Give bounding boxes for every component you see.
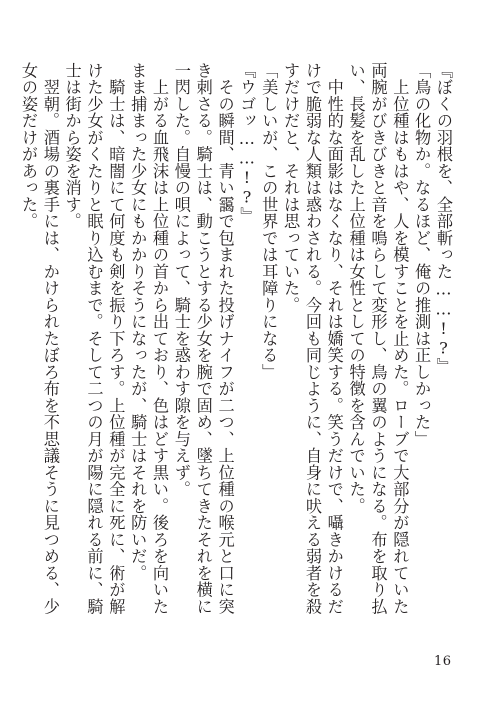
vertical-text-body [18, 62, 454, 630]
paragraph-5: 「美しいが、この世界では耳障りになる」 [259, 62, 279, 381]
paragraph-1: 『ぼくの羽根を、全部斬った……!?』 [434, 62, 453, 375]
paragraph-9: 騎士は、暗闇にて何度も剣を振り下ろす。上位種が完全に死に、術が解けた少女がくたりと眠り込むまで。そして二つの月が陽に隠れる前に、騎士は街から姿を消す。 [62, 62, 126, 615]
page-number: 16 [434, 654, 452, 669]
paragraph-7: その瞬間、青い靄で包まれた投げナイフが二つ、上位種の喉元と口に突き刺さる。騎士は、動こうとする少女を腕で固め、墜ちてきたそれを横に一閃した。自慢の唄によって、騎士を惑わす隙を与えず。 [171, 62, 235, 615]
paragraph-4: 中性的な面影はなくなり、それは嬌笑する。笑うだけで、囁きかけるだけで脆弱な人類は惑わされる。今回も同じように、自身に吠える弱者を殺すだけだと、それは思っていた。 [281, 62, 344, 615]
paragraph-3: 上位種はもはや、人を模すことを止めた。ローブで大部分が隠れていた両腕がびきびきと音を鳴らして変形し、鳥の翼のようになる。布を取り払い、長髪を乱した上位種は女性としての特徴を含んでいた。 [346, 62, 410, 615]
paragraph-8: 上がる血飛沫は上位種の首から出ており、色はどす黒い。後ろを向いたまま捕まった少女にもかかりそうになったが、騎士はそれを防いだ。 [128, 62, 170, 615]
paragraph-10: 翌朝。酒場の裏手には、かけられたぼろ布を不思議そうに見つめる、少女の姿だけがあった。 [18, 62, 60, 615]
paragraph-6: 『ウゴッ……!?』 [237, 62, 257, 224]
paragraph-2: 「鳥の化物か。なるほど、俺の推測は正しかった」 [412, 62, 432, 448]
